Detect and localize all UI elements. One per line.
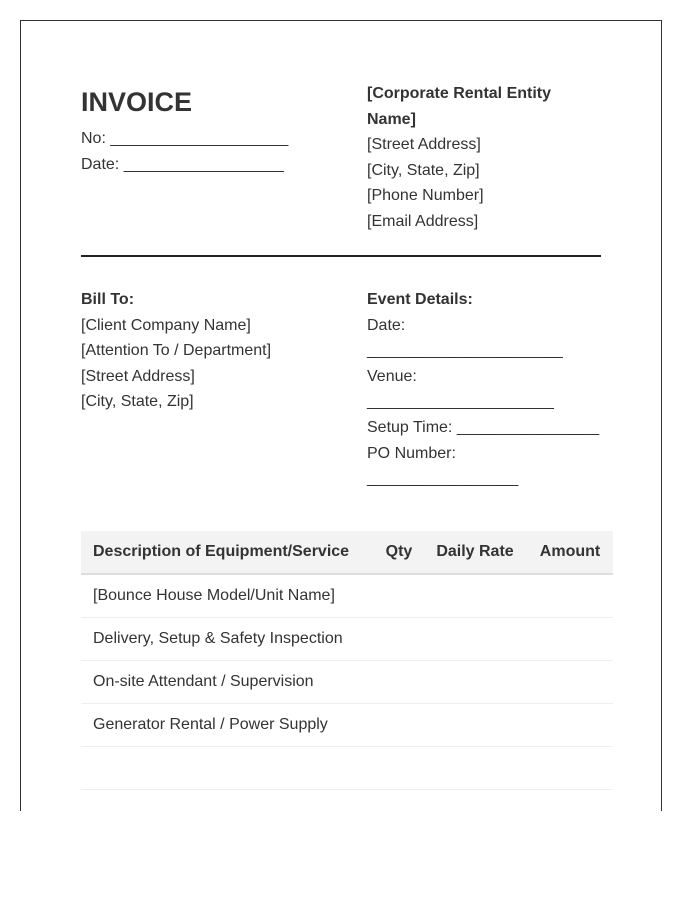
row-qty [375, 574, 423, 618]
invoice-meta [81, 126, 288, 177]
table-row [81, 618, 613, 661]
invoice-title: INVOICE [81, 87, 193, 117]
row-daily-rate [423, 747, 527, 790]
event-date-label: Date: [367, 316, 406, 334]
event-venue-blank: _____________________ [367, 393, 554, 411]
invoice-date-line: Date: __________________ [81, 155, 284, 173]
invoice-number-line: No: ____________________ [81, 130, 289, 147]
event-heading: Event Details: [367, 291, 473, 308]
line-items-table [81, 531, 613, 790]
table-row [81, 661, 613, 704]
table-row [81, 747, 613, 790]
table-row [81, 704, 613, 747]
row-description: Generator Rental / Power Supply [81, 704, 375, 747]
event-date-blank: ______________________ [367, 342, 563, 360]
row-daily-rate [423, 704, 527, 747]
row-qty [375, 661, 423, 704]
header-amount: Amount [527, 531, 613, 574]
event-details-block [367, 287, 601, 492]
row-daily-rate [423, 661, 527, 704]
event-po-blank: _________________ [367, 470, 519, 488]
row-daily-rate [423, 574, 527, 618]
row-qty [375, 747, 423, 790]
bill-to-heading: Bill To: [81, 291, 135, 308]
company-email: [Email Address] [367, 212, 479, 230]
header-daily-rate: Daily Rate [423, 531, 527, 574]
row-amount [527, 618, 613, 661]
event-setup-time: Setup Time: ________________ [367, 418, 600, 436]
table-row [81, 574, 613, 618]
company-block [367, 81, 601, 235]
company-city: [City, State, Zip] [367, 161, 480, 179]
header-description: Description of Equipment/Service [81, 531, 375, 574]
company-name: [Corporate Rental Entity Name] [367, 85, 552, 128]
table-header-row [81, 531, 613, 574]
row-amount [527, 574, 613, 618]
company-street: [Street Address] [367, 136, 481, 154]
invoice-page [20, 20, 662, 811]
bill-to-street: [Street Address] [81, 367, 195, 385]
row-amount [527, 661, 613, 704]
bill-to-city: [City, State, Zip] [81, 393, 194, 411]
event-po-label: PO Number: [367, 444, 456, 462]
row-amount [527, 747, 613, 790]
event-venue-label: Venue: [367, 367, 417, 385]
row-description [81, 747, 375, 790]
row-description: [Bounce House Model/Unit Name] [81, 574, 375, 618]
row-description: On-site Attendant / Supervision [81, 661, 375, 704]
row-amount [527, 704, 613, 747]
bill-to-block [81, 287, 271, 415]
row-description: Delivery, Setup & Safety Inspection [81, 618, 375, 661]
row-qty [375, 618, 423, 661]
header-divider [81, 255, 601, 257]
bill-to-company: [Client Company Name] [81, 316, 251, 334]
row-daily-rate [423, 618, 527, 661]
company-phone: [Phone Number] [367, 187, 484, 205]
row-qty [375, 704, 423, 747]
bill-to-attention: [Attention To / Department] [81, 342, 272, 360]
header-qty: Qty [375, 531, 423, 574]
